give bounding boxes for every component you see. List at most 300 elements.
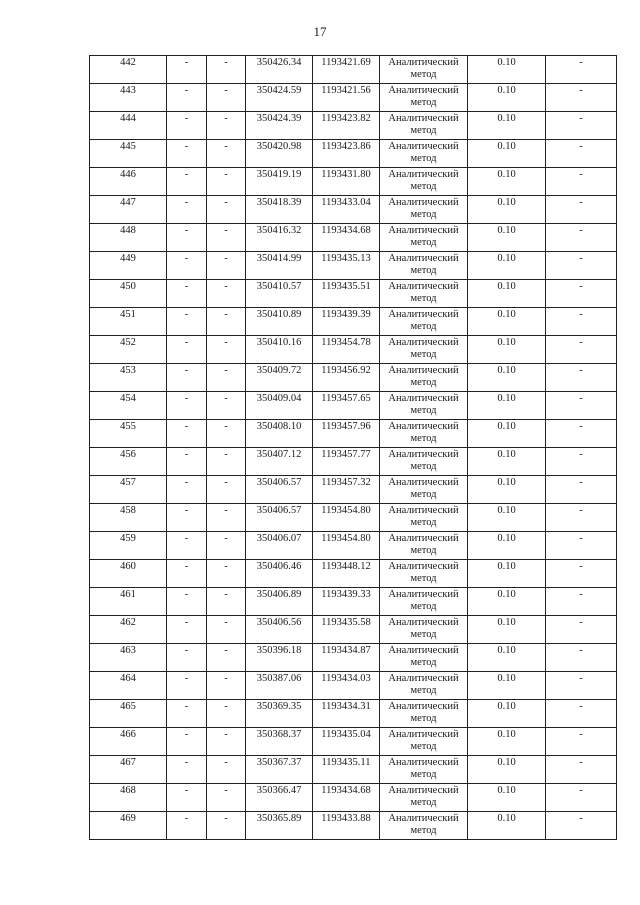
method-cell — [380, 812, 468, 840]
table-row — [90, 308, 617, 336]
method-cell — [380, 392, 468, 420]
x-coordinate-cell: 350368.37 — [246, 728, 313, 756]
dash-cell: - — [207, 532, 246, 560]
method-text: Аналитический — [388, 729, 459, 740]
y-coordinate-cell: 1193454.80 — [313, 504, 380, 532]
table-row — [90, 784, 617, 812]
dash-cell: - — [207, 308, 246, 336]
point-number-cell: 466 — [90, 728, 167, 756]
dash-cell: - — [207, 588, 246, 616]
method-cell — [380, 420, 468, 448]
y-coordinate-cell: 1193435.58 — [313, 616, 380, 644]
method-cell — [380, 112, 468, 140]
method-cell — [380, 308, 468, 336]
dash-cell: - — [167, 784, 207, 812]
dash-cell: - — [546, 812, 617, 840]
accuracy-cell: 0.10 — [468, 168, 546, 196]
method-cell — [380, 140, 468, 168]
method-text: Аналитический — [388, 225, 459, 236]
dash-cell: - — [167, 224, 207, 252]
dash-cell: - — [546, 392, 617, 420]
y-coordinate-cell: 1193457.32 — [313, 476, 380, 504]
dash-cell: - — [207, 616, 246, 644]
method-text: метод — [410, 321, 437, 332]
dash-cell: - — [546, 168, 617, 196]
accuracy-cell: 0.10 — [468, 252, 546, 280]
accuracy-cell: 0.10 — [468, 532, 546, 560]
point-number-cell: 462 — [90, 616, 167, 644]
accuracy-cell: 0.10 — [468, 476, 546, 504]
method-text: Аналитический — [388, 421, 459, 432]
y-coordinate-cell: 1193434.68 — [313, 224, 380, 252]
method-cell — [380, 532, 468, 560]
method-cell — [380, 168, 468, 196]
method-text: Аналитический — [388, 365, 459, 376]
point-number-cell: 468 — [90, 784, 167, 812]
accuracy-cell: 0.10 — [468, 784, 546, 812]
method-text: Аналитический — [388, 757, 459, 768]
method-text: метод — [410, 349, 437, 360]
x-coordinate-cell: 350406.89 — [246, 588, 313, 616]
point-number-cell: 442 — [90, 56, 167, 84]
method-text: метод — [410, 769, 437, 780]
accuracy-cell: 0.10 — [468, 364, 546, 392]
method-text: метод — [410, 293, 437, 304]
point-number-cell: 463 — [90, 644, 167, 672]
method-text: метод — [410, 377, 437, 388]
point-number-cell: 461 — [90, 588, 167, 616]
dash-cell: - — [207, 812, 246, 840]
dash-cell: - — [167, 84, 207, 112]
y-coordinate-cell: 1193433.04 — [313, 196, 380, 224]
table-row — [90, 280, 617, 308]
x-coordinate-cell: 350408.10 — [246, 420, 313, 448]
dash-cell: - — [167, 252, 207, 280]
dash-cell: - — [546, 588, 617, 616]
table-row — [90, 532, 617, 560]
accuracy-cell: 0.10 — [468, 196, 546, 224]
method-cell — [380, 700, 468, 728]
point-number-cell: 454 — [90, 392, 167, 420]
method-cell — [380, 252, 468, 280]
x-coordinate-cell: 350410.89 — [246, 308, 313, 336]
dash-cell: - — [167, 448, 207, 476]
accuracy-cell: 0.10 — [468, 616, 546, 644]
dash-cell: - — [207, 560, 246, 588]
method-text: метод — [410, 433, 437, 444]
dash-cell: - — [546, 504, 617, 532]
x-coordinate-cell: 350396.18 — [246, 644, 313, 672]
y-coordinate-cell: 1193454.80 — [313, 532, 380, 560]
dash-cell: - — [167, 336, 207, 364]
dash-cell: - — [167, 812, 207, 840]
dash-cell: - — [546, 336, 617, 364]
dash-cell: - — [167, 140, 207, 168]
method-text: Аналитический — [388, 701, 459, 712]
point-number-cell: 450 — [90, 280, 167, 308]
table-body — [90, 56, 617, 840]
method-text: метод — [410, 153, 437, 164]
accuracy-cell: 0.10 — [468, 812, 546, 840]
y-coordinate-cell: 1193434.68 — [313, 784, 380, 812]
accuracy-cell: 0.10 — [468, 756, 546, 784]
dash-cell: - — [546, 224, 617, 252]
point-number-cell: 469 — [90, 812, 167, 840]
method-text: Аналитический — [388, 337, 459, 348]
y-coordinate-cell: 1193457.96 — [313, 420, 380, 448]
method-cell — [380, 364, 468, 392]
table-row — [90, 112, 617, 140]
point-number-cell: 445 — [90, 140, 167, 168]
dash-cell: - — [207, 448, 246, 476]
method-text: метод — [410, 461, 437, 472]
dash-cell: - — [167, 672, 207, 700]
table-row — [90, 476, 617, 504]
point-number-cell: 452 — [90, 336, 167, 364]
dash-cell: - — [546, 700, 617, 728]
dash-cell: - — [546, 140, 617, 168]
method-text: Аналитический — [388, 785, 459, 796]
dash-cell: - — [207, 140, 246, 168]
method-text: метод — [410, 69, 437, 80]
x-coordinate-cell: 350410.57 — [246, 280, 313, 308]
dash-cell: - — [207, 336, 246, 364]
dash-cell: - — [207, 84, 246, 112]
table-row — [90, 756, 617, 784]
dash-cell: - — [546, 616, 617, 644]
dash-cell: - — [546, 672, 617, 700]
table-row — [90, 420, 617, 448]
dash-cell: - — [546, 112, 617, 140]
x-coordinate-cell: 350426.34 — [246, 56, 313, 84]
dash-cell: - — [207, 756, 246, 784]
dash-cell: - — [167, 392, 207, 420]
method-text: Аналитический — [388, 113, 459, 124]
method-text: Аналитический — [388, 533, 459, 544]
method-text: Аналитический — [388, 477, 459, 488]
y-coordinate-cell: 1193433.88 — [313, 812, 380, 840]
dash-cell: - — [546, 756, 617, 784]
dash-cell: - — [207, 252, 246, 280]
table-row — [90, 140, 617, 168]
table-row — [90, 644, 617, 672]
y-coordinate-cell: 1193421.69 — [313, 56, 380, 84]
y-coordinate-cell: 1193423.86 — [313, 140, 380, 168]
dash-cell: - — [207, 504, 246, 532]
point-number-cell: 448 — [90, 224, 167, 252]
x-coordinate-cell: 350419.19 — [246, 168, 313, 196]
y-coordinate-cell: 1193457.65 — [313, 392, 380, 420]
dash-cell: - — [207, 168, 246, 196]
accuracy-cell: 0.10 — [468, 728, 546, 756]
dash-cell: - — [207, 700, 246, 728]
x-coordinate-cell: 350406.56 — [246, 616, 313, 644]
accuracy-cell: 0.10 — [468, 84, 546, 112]
method-text: Аналитический — [388, 141, 459, 152]
dash-cell: - — [546, 728, 617, 756]
method-cell — [380, 336, 468, 364]
y-coordinate-cell: 1193421.56 — [313, 84, 380, 112]
x-coordinate-cell: 350366.47 — [246, 784, 313, 812]
accuracy-cell: 0.10 — [468, 336, 546, 364]
dash-cell: - — [167, 364, 207, 392]
method-text: Аналитический — [388, 673, 459, 684]
point-number-cell: 456 — [90, 448, 167, 476]
y-coordinate-cell: 1193431.80 — [313, 168, 380, 196]
method-text: метод — [410, 209, 437, 220]
method-cell — [380, 224, 468, 252]
method-text: метод — [410, 181, 437, 192]
method-text: метод — [410, 629, 437, 640]
table-row — [90, 616, 617, 644]
x-coordinate-cell: 350406.46 — [246, 560, 313, 588]
dash-cell: - — [207, 196, 246, 224]
accuracy-cell: 0.10 — [468, 448, 546, 476]
y-coordinate-cell: 1193434.03 — [313, 672, 380, 700]
dash-cell: - — [207, 784, 246, 812]
page-number: 17 — [313, 24, 327, 39]
dash-cell: - — [207, 672, 246, 700]
point-number-cell: 443 — [90, 84, 167, 112]
method-text: метод — [410, 713, 437, 724]
y-coordinate-cell: 1193435.51 — [313, 280, 380, 308]
point-number-cell: 455 — [90, 420, 167, 448]
dash-cell: - — [207, 280, 246, 308]
point-number-cell: 459 — [90, 532, 167, 560]
x-coordinate-cell: 350365.89 — [246, 812, 313, 840]
dash-cell: - — [546, 280, 617, 308]
method-text: Аналитический — [388, 57, 459, 68]
method-cell — [380, 756, 468, 784]
point-number-cell: 467 — [90, 756, 167, 784]
x-coordinate-cell: 350369.35 — [246, 700, 313, 728]
method-text: Аналитический — [388, 281, 459, 292]
method-cell — [380, 280, 468, 308]
method-text: метод — [410, 125, 437, 136]
dash-cell: - — [167, 588, 207, 616]
table-row — [90, 448, 617, 476]
method-text: Аналитический — [388, 85, 459, 96]
y-coordinate-cell: 1193439.39 — [313, 308, 380, 336]
x-coordinate-cell: 350424.39 — [246, 112, 313, 140]
method-text: Аналитический — [388, 617, 459, 628]
accuracy-cell: 0.10 — [468, 224, 546, 252]
dash-cell: - — [546, 196, 617, 224]
dash-cell: - — [546, 364, 617, 392]
dash-cell: - — [167, 532, 207, 560]
dash-cell: - — [167, 280, 207, 308]
dash-cell: - — [167, 560, 207, 588]
accuracy-cell: 0.10 — [468, 56, 546, 84]
table-row — [90, 196, 617, 224]
accuracy-cell: 0.10 — [468, 280, 546, 308]
dash-cell: - — [546, 532, 617, 560]
table-row — [90, 728, 617, 756]
method-cell — [380, 504, 468, 532]
method-text: Аналитический — [388, 561, 459, 572]
table-row — [90, 560, 617, 588]
dash-cell: - — [207, 644, 246, 672]
method-text: метод — [410, 97, 437, 108]
dash-cell: - — [207, 364, 246, 392]
accuracy-cell: 0.10 — [468, 308, 546, 336]
method-cell — [380, 56, 468, 84]
dash-cell: - — [207, 224, 246, 252]
table-row — [90, 336, 617, 364]
method-cell — [380, 588, 468, 616]
x-coordinate-cell: 350409.04 — [246, 392, 313, 420]
method-cell — [380, 196, 468, 224]
x-coordinate-cell: 350406.57 — [246, 476, 313, 504]
method-text: метод — [410, 545, 437, 556]
dash-cell: - — [167, 616, 207, 644]
method-cell — [380, 728, 468, 756]
x-coordinate-cell: 350418.39 — [246, 196, 313, 224]
y-coordinate-cell: 1193439.33 — [313, 588, 380, 616]
method-text: Аналитический — [388, 505, 459, 516]
method-text: Аналитический — [388, 253, 459, 264]
dash-cell: - — [207, 420, 246, 448]
y-coordinate-cell: 1193448.12 — [313, 560, 380, 588]
point-number-cell: 446 — [90, 168, 167, 196]
y-coordinate-cell: 1193454.78 — [313, 336, 380, 364]
x-coordinate-cell: 350407.12 — [246, 448, 313, 476]
method-text: метод — [410, 601, 437, 612]
dash-cell: - — [167, 196, 207, 224]
method-cell — [380, 476, 468, 504]
method-cell — [380, 448, 468, 476]
x-coordinate-cell: 350424.59 — [246, 84, 313, 112]
method-cell — [380, 560, 468, 588]
dash-cell: - — [546, 476, 617, 504]
table-row — [90, 364, 617, 392]
y-coordinate-cell: 1193435.11 — [313, 756, 380, 784]
accuracy-cell: 0.10 — [468, 672, 546, 700]
accuracy-cell: 0.10 — [468, 112, 546, 140]
point-number-cell: 458 — [90, 504, 167, 532]
accuracy-cell: 0.10 — [468, 140, 546, 168]
dash-cell: - — [167, 420, 207, 448]
dash-cell: - — [546, 420, 617, 448]
table-row — [90, 168, 617, 196]
dash-cell: - — [207, 392, 246, 420]
accuracy-cell: 0.10 — [468, 392, 546, 420]
dash-cell: - — [546, 84, 617, 112]
method-text: Аналитический — [388, 393, 459, 404]
y-coordinate-cell: 1193423.82 — [313, 112, 380, 140]
dash-cell: - — [207, 476, 246, 504]
accuracy-cell: 0.10 — [468, 644, 546, 672]
dash-cell: - — [167, 112, 207, 140]
x-coordinate-cell: 350414.99 — [246, 252, 313, 280]
table-row — [90, 224, 617, 252]
method-text: метод — [410, 657, 437, 668]
accuracy-cell: 0.10 — [468, 504, 546, 532]
point-number-cell: 451 — [90, 308, 167, 336]
point-number-cell: 457 — [90, 476, 167, 504]
dash-cell: - — [546, 252, 617, 280]
accuracy-cell: 0.10 — [468, 420, 546, 448]
x-coordinate-cell: 350406.07 — [246, 532, 313, 560]
table-row — [90, 812, 617, 840]
x-coordinate-cell: 350420.98 — [246, 140, 313, 168]
y-coordinate-cell: 1193434.87 — [313, 644, 380, 672]
x-coordinate-cell: 350416.32 — [246, 224, 313, 252]
table-row — [90, 84, 617, 112]
point-number-cell: 447 — [90, 196, 167, 224]
dash-cell: - — [167, 56, 207, 84]
dash-cell: - — [207, 112, 246, 140]
y-coordinate-cell: 1193434.31 — [313, 700, 380, 728]
accuracy-cell: 0.10 — [468, 700, 546, 728]
method-text: Аналитический — [388, 169, 459, 180]
point-number-cell: 449 — [90, 252, 167, 280]
dash-cell: - — [167, 168, 207, 196]
dash-cell: - — [546, 560, 617, 588]
method-text: метод — [410, 685, 437, 696]
dash-cell: - — [207, 56, 246, 84]
table-row — [90, 504, 617, 532]
method-cell — [380, 672, 468, 700]
table-row — [90, 588, 617, 616]
table-row — [90, 700, 617, 728]
method-text: метод — [410, 573, 437, 584]
method-text: метод — [410, 825, 437, 836]
method-cell — [380, 784, 468, 812]
point-number-cell: 444 — [90, 112, 167, 140]
x-coordinate-cell: 350387.06 — [246, 672, 313, 700]
dash-cell: - — [546, 56, 617, 84]
method-text: Аналитический — [388, 197, 459, 208]
method-text: Аналитический — [388, 645, 459, 656]
point-number-cell: 453 — [90, 364, 167, 392]
x-coordinate-cell: 350409.72 — [246, 364, 313, 392]
method-text: метод — [410, 517, 437, 528]
y-coordinate-cell: 1193435.13 — [313, 252, 380, 280]
accuracy-cell: 0.10 — [468, 560, 546, 588]
dash-cell: - — [546, 784, 617, 812]
y-coordinate-cell: 1193456.92 — [313, 364, 380, 392]
method-text: метод — [410, 797, 437, 808]
table-row — [90, 252, 617, 280]
method-text: Аналитический — [388, 589, 459, 600]
method-text: Аналитический — [388, 813, 459, 824]
point-number-cell: 464 — [90, 672, 167, 700]
table-row — [90, 672, 617, 700]
dash-cell: - — [546, 308, 617, 336]
dash-cell: - — [167, 700, 207, 728]
y-coordinate-cell: 1193435.04 — [313, 728, 380, 756]
method-text: метод — [410, 237, 437, 248]
method-text: Аналитический — [388, 309, 459, 320]
method-text: метод — [410, 405, 437, 416]
dash-cell: - — [167, 756, 207, 784]
x-coordinate-cell: 350367.37 — [246, 756, 313, 784]
method-text: Аналитический — [388, 449, 459, 460]
dash-cell: - — [546, 644, 617, 672]
x-coordinate-cell: 350410.16 — [246, 336, 313, 364]
method-cell — [380, 84, 468, 112]
method-cell — [380, 616, 468, 644]
accuracy-cell: 0.10 — [468, 588, 546, 616]
dash-cell: - — [167, 644, 207, 672]
point-number-cell: 465 — [90, 700, 167, 728]
dash-cell: - — [167, 728, 207, 756]
method-text: метод — [410, 489, 437, 500]
point-number-cell: 460 — [90, 560, 167, 588]
dash-cell: - — [207, 728, 246, 756]
table-row — [90, 56, 617, 84]
